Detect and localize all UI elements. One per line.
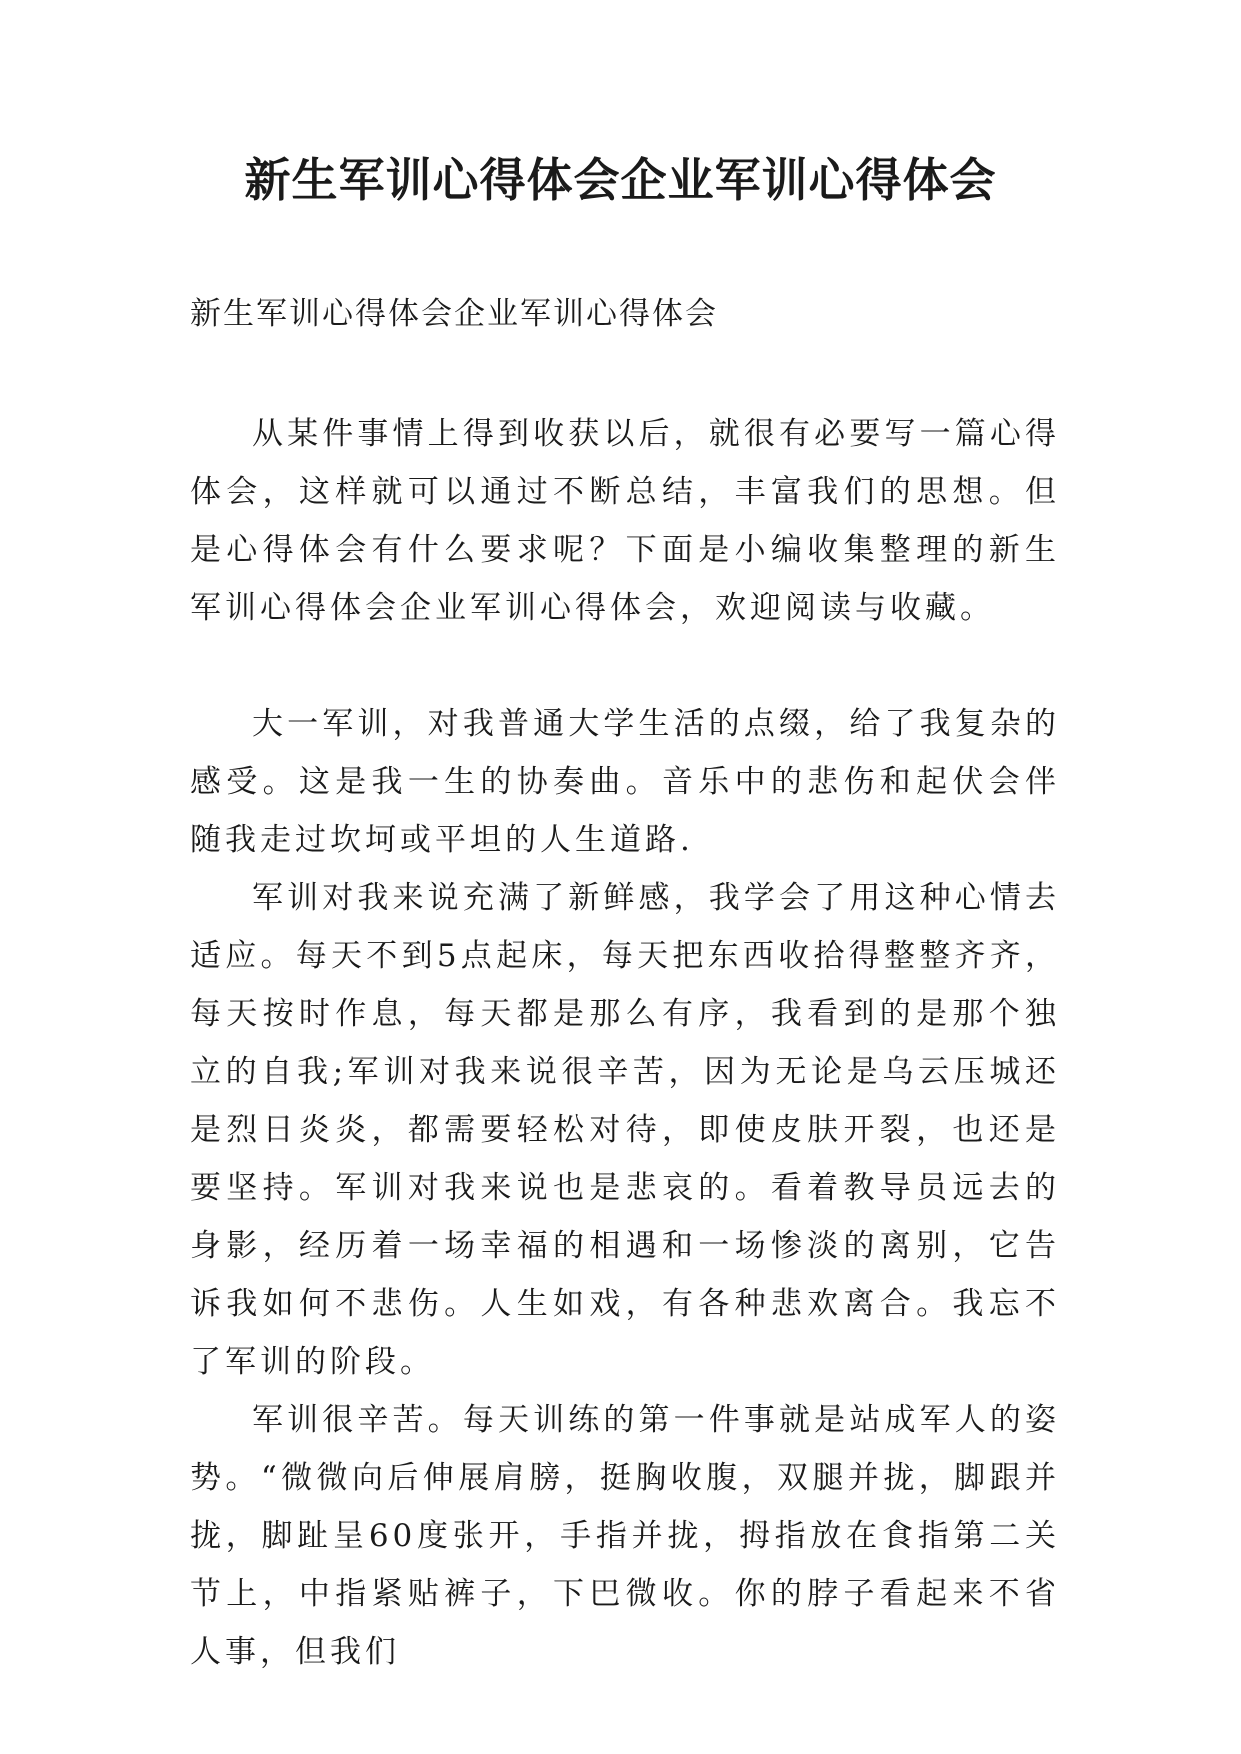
paragraph-intro: 从某件事情上得到收获以后，就很有必要写一篇心得体会，这样就可以通过不断总结，丰富我们的思想。但是心得体会有什么要求呢？下面是小编收集整理的新生军训心得体会企业军训心得体会，欢迎阅读与收藏。 bbox=[190, 416, 1060, 626]
document-title: 新生军训心得体会企业军训心得体会 bbox=[244, 153, 997, 207]
document-subtitle: 新生军训心得体会企业军训心得体会 bbox=[190, 296, 718, 332]
paragraph-1: 大一军训，对我普通大学生活的点缀，给了我复杂的感受。这是我一生的协奏曲。音乐中的悲伤和起伏会伴随我走过坎坷或平坦的人生道路. bbox=[190, 706, 1060, 858]
document-body bbox=[190, 405, 1060, 1681]
paragraph-3: 军训很辛苦。每天训练的第一件事就是站成军人的姿势。“微微向后伸展肩膀，挺胸收腹，双腿并拢，脚跟并拢，脚趾呈60度张开，手指并拢，拇指放在食指第二关节上，中指紧贴裤子，下巴微收。你的脖子看起来不省人事，但我们 bbox=[190, 1402, 1060, 1670]
paragraph-2: 军训对我来说充满了新鲜感，我学会了用这种心情去适应。每天不到5点起床，每天把东西收拾得整整齐齐，每天按时作息，每天都是那么有序，我看到的是那个独立的自我;军训对我来说很辛苦，因为无论是乌云压城还是烈日炎炎，都需要轻松对待，即使皮肤开裂，也还是要坚持。军训对我来说也是悲哀的。看着教导员远去的身影，经历着一场幸福的相遇和一场惨淡的离别，它告诉我如何不悲伤。人生如戏，有各种悲欢离合。我忘不了军训的阶段。 bbox=[190, 880, 1060, 1380]
